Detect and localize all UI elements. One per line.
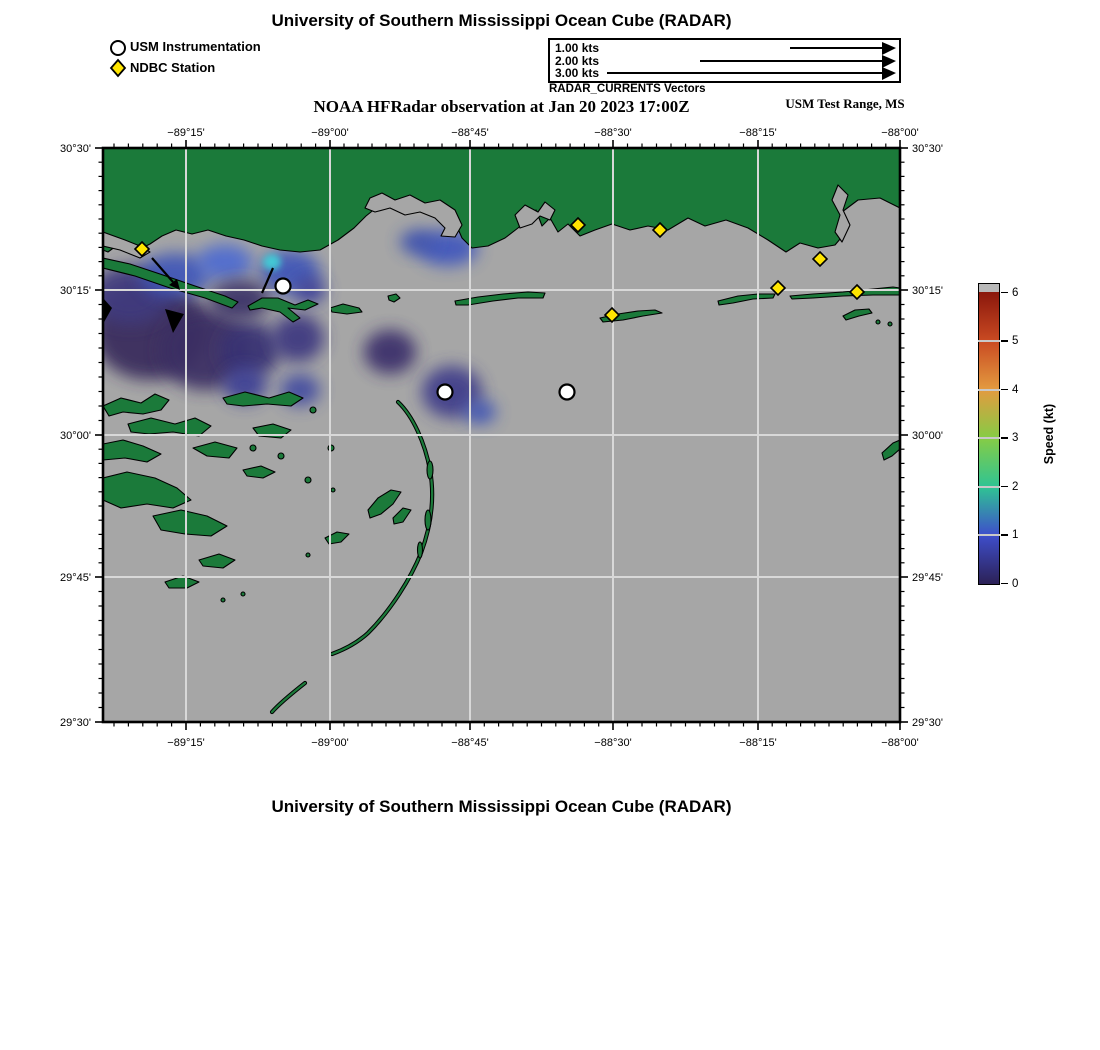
colorbar-tick-label: 6: [1012, 286, 1019, 299]
colorbar-tick-label: 5: [1012, 335, 1019, 347]
y-tick-label-left: 30°30': [60, 143, 91, 155]
map-plot-area: [103, 148, 900, 722]
vector-scale-label: 1.00 kts: [555, 41, 600, 55]
x-tick-label-top: −88°15': [739, 127, 777, 139]
speed-patch: [197, 244, 253, 280]
map-legend: [108, 36, 261, 78]
marsh-dot-4: [331, 488, 335, 492]
figure-title-top: University of Southern Mississippi Ocean Cube (RADAR): [271, 11, 732, 30]
legend-label-usm: USM Instrumentation: [130, 39, 261, 54]
x-tick-label-top: −88°00': [881, 127, 919, 139]
marsh-dot-7: [221, 598, 225, 602]
y-tick-label-right: 29°30': [912, 717, 943, 729]
vector-scale-row: [550, 67, 899, 80]
vector-scale-line: [607, 72, 885, 74]
y-tick-label-right: 30°00': [912, 430, 943, 442]
speed-patch: [464, 400, 496, 424]
usm-instrumentation-icon: [108, 37, 128, 57]
colorbar-tick: [1001, 437, 1008, 439]
marsh-dot-6: [278, 453, 284, 459]
observation-subtitle: NOAA HFRadar observation at Jan 20 2023 17:00Z: [313, 97, 690, 116]
vector-scale-box: [548, 38, 901, 83]
colorbar-overflow-cap: [979, 284, 999, 292]
vector-scale-row: [550, 42, 899, 55]
x-tick-label-top: −89°00': [311, 127, 349, 139]
vector-scale-row: [550, 55, 899, 68]
chandeleur-islet-1: [427, 461, 433, 479]
x-tick-label-top: −88°45': [451, 127, 489, 139]
colorbar-level-line: [978, 437, 1000, 439]
island-dot-1: [876, 320, 880, 324]
y-tick-label-right: 30°30': [912, 143, 943, 155]
colorbar-level-line: [978, 486, 1000, 488]
chandeleur-islet-3: [418, 542, 423, 558]
y-tick-label-left: 30°00': [60, 430, 91, 442]
island-dot-3: [306, 553, 310, 557]
vector-scale-arrowhead-icon: [882, 67, 896, 80]
vector-scale-label: 2.00 kts: [555, 53, 600, 68]
colorbar-tick-label: 3: [1012, 432, 1019, 444]
ndbc-station-icon: [108, 58, 128, 78]
colorbar-title: Speed (kt): [1042, 403, 1056, 465]
speed-patch: [400, 230, 436, 254]
colorbar-tick: [1001, 340, 1008, 342]
map-svg: [103, 148, 900, 722]
x-tick-label-bottom: −88°30': [594, 737, 632, 749]
x-tick-label-bottom: −88°00': [881, 737, 919, 749]
x-tick-label-bottom: −88°15': [739, 737, 777, 749]
vector-scale-line: [700, 60, 885, 62]
colorbar-tick: [1001, 292, 1008, 294]
x-tick-label-bottom: −89°15': [167, 737, 205, 749]
colorbar-tick-label: 0: [1012, 577, 1019, 590]
vector-scale-arrowhead-icon: [882, 42, 896, 55]
colorbar-tick: [1001, 389, 1008, 391]
marsh-dot-1: [310, 407, 316, 413]
vector-scale-label: 3.00 kts: [555, 66, 600, 80]
colorbar-level-line: [978, 389, 1000, 391]
colorbar: [978, 283, 1068, 590]
colorbar-tick: [1001, 583, 1008, 585]
y-tick-label-right: 30°15': [912, 285, 943, 297]
y-tick-label-left: 29°45': [60, 572, 91, 584]
colorbar-tick: [1001, 486, 1008, 488]
marsh-dot-8: [241, 592, 245, 596]
marsh-dot-3: [305, 477, 311, 483]
colorbar-bar: [978, 283, 1000, 585]
y-tick-label-left: 30°15': [60, 285, 91, 297]
colorbar-tick-label: 4: [1012, 383, 1019, 396]
vector-scale-caption: RADAR_CURRENTS Vectors: [549, 83, 706, 95]
speed-patch: [272, 314, 324, 362]
test-range-label: USM Test Range, MS: [785, 96, 905, 111]
legend-item-usm: [108, 36, 261, 57]
colorbar-level-line: [978, 340, 1000, 342]
island-dot-2: [888, 322, 892, 326]
x-tick-label-top: −88°30': [594, 127, 632, 139]
x-tick-label-top: −89°15': [167, 127, 205, 139]
vector-scale-line: [790, 47, 885, 49]
vector-scale-arrowhead-icon: [882, 55, 896, 68]
chandeleur-islet-2: [425, 510, 431, 530]
legend-label-ndbc: NDBC Station: [130, 60, 216, 75]
x-tick-label-bottom: −88°45': [451, 737, 489, 749]
colorbar-tick: [1001, 534, 1008, 536]
usm-instrument-marker: [438, 385, 453, 400]
usm-instrument-marker: [276, 279, 291, 294]
figure-title-bottom: University of Southern Mississippi Ocean Cube (RADAR): [271, 797, 732, 816]
colorbar-tick-label: 2: [1012, 480, 1019, 493]
y-tick-label-left: 29°30': [60, 717, 91, 729]
legend-item-ndbc: [108, 57, 261, 78]
x-tick-label-bottom: −89°00': [311, 737, 349, 749]
speed-patch: [364, 330, 416, 374]
y-tick-label-right: 29°45': [912, 572, 943, 584]
marsh-dot-5: [250, 445, 256, 451]
colorbar-level-line: [978, 534, 1000, 536]
colorbar-tick-label: 1: [1012, 529, 1019, 541]
usm-instrument-marker: [560, 385, 575, 400]
